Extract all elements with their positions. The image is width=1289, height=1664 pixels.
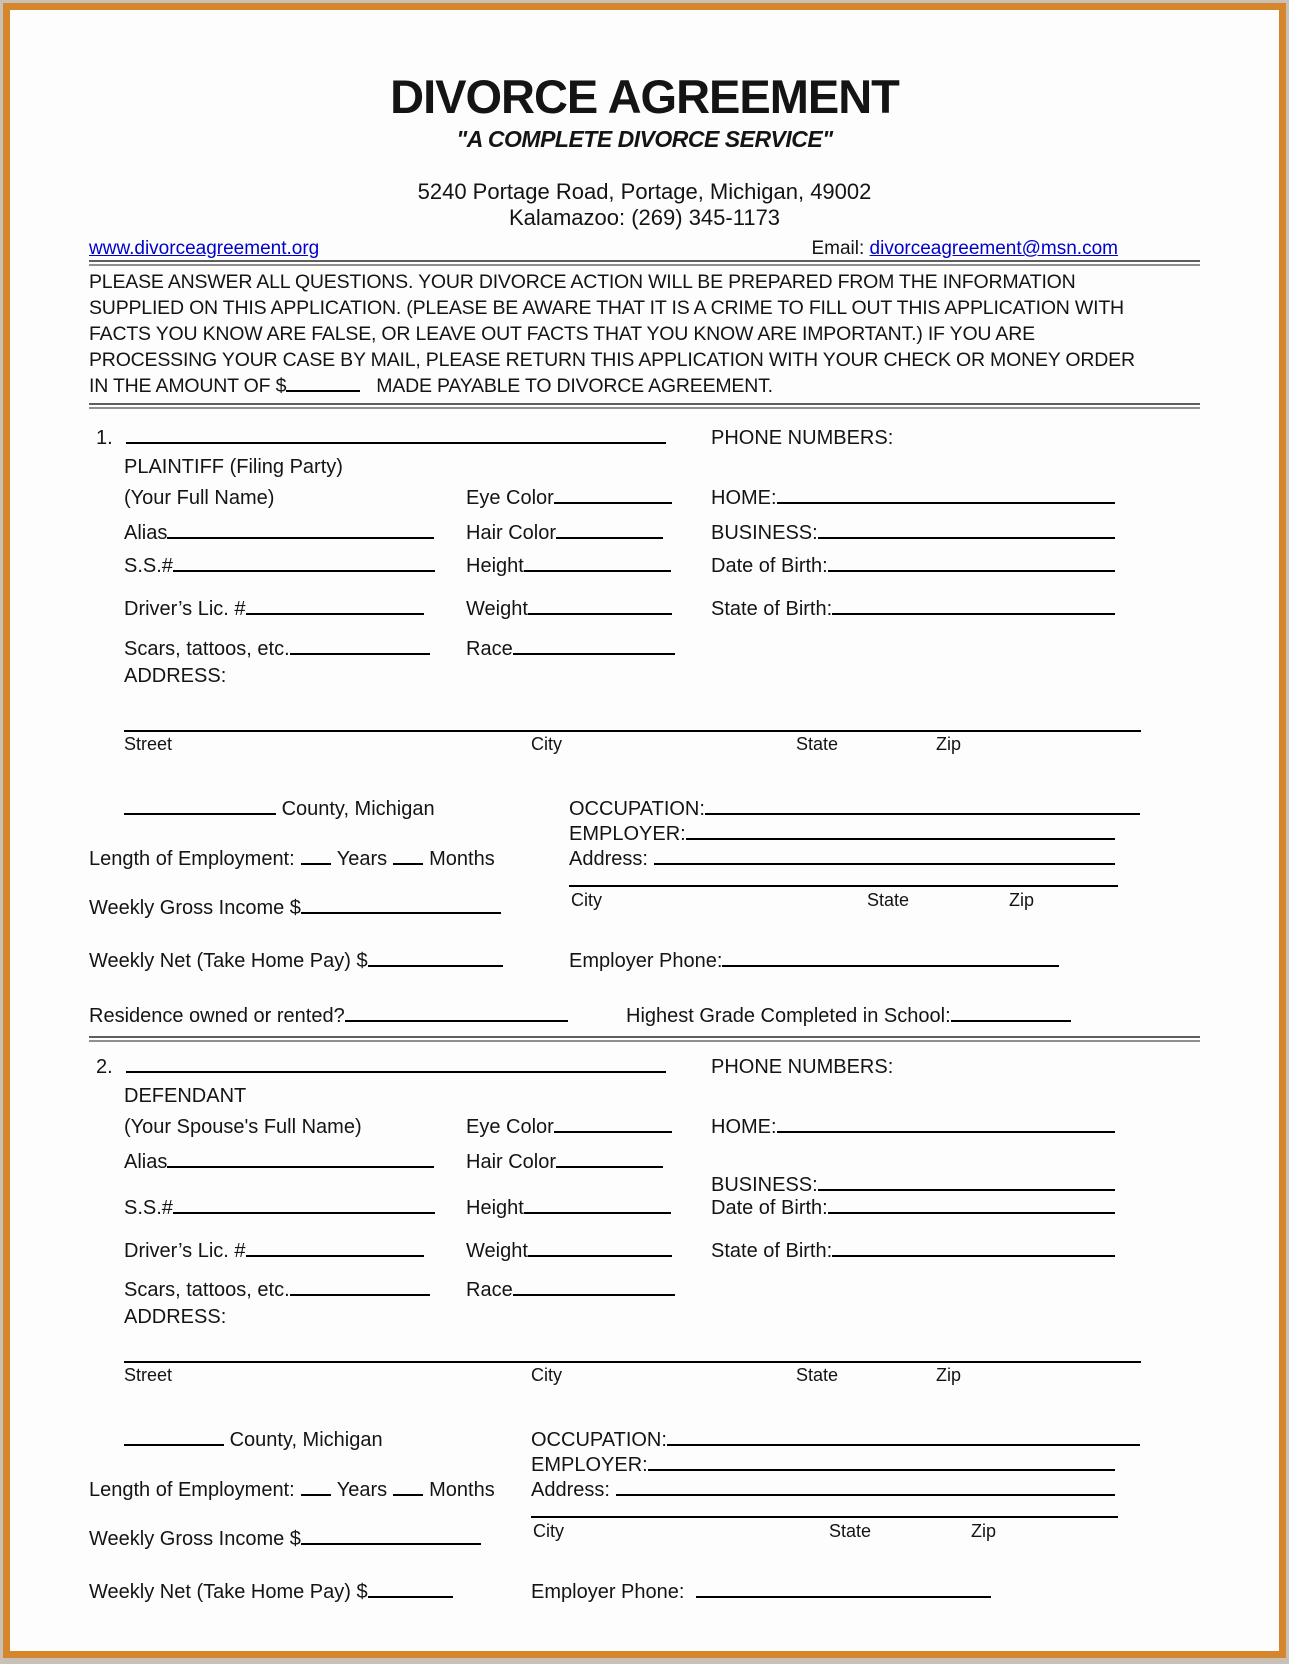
street-labels-row: [124, 1365, 1200, 1387]
hair-color-label: Hair Color: [466, 1151, 557, 1173]
height-blank: [524, 1199, 671, 1214]
divider: [89, 1036, 1200, 1042]
address-heading: ADDRESS:: [124, 665, 227, 687]
weekly-net-blank: [368, 1583, 453, 1598]
years-label: Years: [336, 848, 388, 870]
party-name-blank: [126, 1058, 666, 1073]
eye-color-blank: [554, 489, 672, 504]
employer-address2-blank: [531, 1514, 1118, 1518]
years-blank: [301, 1481, 331, 1496]
weekly-net-blank: [368, 952, 503, 967]
ssn-label: S.S.#: [124, 555, 173, 577]
employer-address-blank: [654, 850, 1116, 865]
company-phone: Kalamazoo: (269) 345-1173: [508, 205, 781, 230]
weekly-net-label: Weekly Net (Take Home Pay) $: [89, 1581, 368, 1603]
city-label: City: [531, 1365, 562, 1385]
employer-address-label: Address:: [531, 1479, 610, 1501]
occupation-label: OCCUPATION:: [569, 798, 705, 820]
scars-blank: [290, 1281, 430, 1296]
amount-blank: [286, 377, 360, 392]
months-blank: [393, 1481, 423, 1496]
name-hint: (Your Full Name): [124, 487, 275, 509]
employer-address2-blank: [569, 883, 1118, 887]
employer-state-label: State: [829, 1521, 872, 1541]
links-row: [89, 238, 1200, 260]
state-of-birth-blank: [832, 1242, 1115, 1257]
ssn-label: S.S.#: [124, 1197, 173, 1219]
page-subtitle: "A COMPLETE DIVORCE SERVICE": [456, 126, 833, 152]
instructions-text: PLEASE ANSWER ALL QUESTIONS. YOUR DIVORCE ACTION WILL BE PREPARED FROM THE INFORMATION SUPPLIED ON THIS APPLICATION. (PLEASE BE AWARE THAT IT IS A CRIME TO FILL OUT THIS APPLICATION WITH FACTS YOU KNOW ARE FALSE, OR LEAVE OUT FACTS THAT YOU KNOW ARE IMPORTANT.) IF YOU ARE PROCESSING YOUR CASE BY MAIL, PLEASE RETURN THIS APPLICATION WITH YOUR CHECK OR MONEY ORDER IN THE AMOUNT OF $: [89, 271, 1135, 397]
employer-zip-label: Zip: [971, 1521, 997, 1541]
employer-phone-label: Employer Phone:: [531, 1581, 685, 1603]
drivers-lic-label: Driver’s Lic. #: [124, 1240, 246, 1262]
email-link[interactable]: divorceagreement@msn.com: [869, 238, 1118, 259]
drivers-lic-label: Driver’s Lic. #: [124, 598, 246, 620]
employer-blank: [648, 1456, 1115, 1471]
race-blank: [513, 1281, 675, 1296]
email-label: Email:: [811, 238, 865, 259]
months-label: Months: [429, 1479, 495, 1501]
email-wrap: [811, 238, 1118, 260]
alias-label: Alias: [124, 522, 168, 544]
employer-phone-label: Employer Phone:: [569, 950, 723, 972]
document-page: [3, 3, 1286, 1658]
scars-label: Scars, tattoos, etc.: [124, 638, 290, 660]
eye-color-label: Eye Color: [466, 1116, 554, 1138]
section-defendant: [89, 1056, 1200, 1604]
party-name-blank: [126, 429, 666, 444]
state-of-birth-blank: [832, 600, 1115, 615]
months-blank: [393, 850, 423, 865]
city-label: City: [531, 734, 562, 754]
employer-zip-label: Zip: [1009, 890, 1035, 910]
height-label: Height: [466, 1197, 524, 1219]
business-phone-blank: [818, 524, 1115, 539]
weight-blank: [528, 600, 672, 615]
scars-label: Scars, tattoos, etc.: [124, 1279, 290, 1301]
years-blank: [301, 850, 331, 865]
business-phone-blank: [818, 1176, 1115, 1191]
weekly-gross-blank: [301, 1530, 481, 1545]
home-phone-label: HOME:: [711, 1116, 777, 1138]
county-label: County, Michigan: [229, 1429, 383, 1451]
street-label: Street: [124, 734, 173, 754]
employer-blank: [686, 825, 1115, 840]
divider: [89, 403, 1200, 409]
page-title: DIVORCE AGREEMENT: [390, 70, 899, 123]
weekly-gross-label: Weekly Gross Income $: [89, 897, 301, 919]
length-of-employment-label: Length of Employment:: [89, 848, 295, 870]
months-label: Months: [429, 848, 495, 870]
weight-label: Weight: [466, 598, 528, 620]
residence-blank: [345, 1007, 568, 1022]
date-of-birth-blank: [828, 1199, 1115, 1214]
company-address: 5240 Portage Road, Portage, Michigan, 49002: [417, 179, 872, 204]
years-label: Years: [336, 1479, 388, 1501]
date-of-birth-label: Date of Birth:: [711, 555, 828, 577]
employer-address-label: Address:: [569, 848, 648, 870]
occupation-blank: [667, 1431, 1140, 1446]
race-label: Race: [466, 1279, 513, 1301]
date-of-birth-blank: [828, 557, 1115, 572]
website-link[interactable]: www.divorceagreement.org: [89, 238, 320, 259]
highest-grade-label: Highest Grade Completed in School:: [626, 1005, 951, 1027]
phone-numbers-heading: PHONE NUMBERS:: [711, 427, 894, 449]
phone-numbers-heading: PHONE NUMBERS:: [711, 1056, 894, 1078]
race-label: Race: [466, 638, 513, 660]
county-blank: [124, 800, 276, 815]
section-number: 2.: [96, 1056, 113, 1078]
weight-blank: [528, 1242, 672, 1257]
weight-label: Weight: [466, 1240, 528, 1262]
instructions-paragraph: [89, 269, 1147, 399]
hair-color-blank: [556, 1153, 663, 1168]
employer-city-block: [569, 883, 1200, 912]
section-number: 1.: [96, 427, 113, 449]
zip-label: Zip: [936, 1365, 962, 1385]
street-address-blank: [124, 728, 1141, 732]
weekly-gross-label: Weekly Gross Income $: [89, 1528, 301, 1550]
street-labels-row: [124, 734, 1200, 756]
height-label: Height: [466, 555, 524, 577]
occupation-blank: [705, 800, 1140, 815]
county-label: County, Michigan: [281, 798, 435, 820]
divider: [89, 260, 1200, 266]
weekly-gross-blank: [301, 899, 501, 914]
state-of-birth-label: State of Birth:: [711, 598, 833, 620]
ssn-blank: [173, 557, 435, 572]
street-label: Street: [124, 1365, 173, 1385]
alias-blank: [167, 524, 434, 539]
section-plaintiff: [89, 427, 1200, 1028]
business-phone-label: BUSINESS:: [711, 522, 818, 544]
ssn-blank: [173, 1199, 435, 1214]
hair-color-blank: [556, 524, 663, 539]
state-label: State: [796, 734, 839, 754]
state-of-birth-label: State of Birth:: [711, 1240, 833, 1262]
home-phone-blank: [777, 1118, 1115, 1133]
home-phone-blank: [777, 489, 1115, 504]
drivers-lic-blank: [246, 600, 424, 615]
weekly-net-label: Weekly Net (Take Home Pay) $: [89, 950, 368, 972]
residence-label: Residence owned or rented?: [89, 1005, 345, 1027]
zip-label: Zip: [936, 734, 962, 754]
date-of-birth-label: Date of Birth:: [711, 1197, 828, 1219]
party-label: DEFENDANT: [124, 1085, 247, 1107]
eye-color-label: Eye Color: [466, 487, 554, 509]
home-phone-label: HOME:: [711, 487, 777, 509]
drivers-lic-blank: [246, 1242, 424, 1257]
hair-color-label: Hair Color: [466, 522, 557, 544]
length-of-employment-label: Length of Employment:: [89, 1479, 295, 1501]
highest-grade-blank: [951, 1007, 1071, 1022]
name-hint: (Your Spouse's Full Name): [124, 1116, 362, 1138]
employer-state-label: State: [867, 890, 910, 910]
alias-blank: [167, 1153, 434, 1168]
occupation-label: OCCUPATION:: [531, 1429, 667, 1451]
alias-label: Alias: [124, 1151, 168, 1173]
employer-city-label: City: [533, 1521, 564, 1541]
state-label: State: [796, 1365, 839, 1385]
scars-blank: [290, 640, 430, 655]
employer-city-block: [531, 1514, 1200, 1543]
height-blank: [524, 557, 671, 572]
employer-label: EMPLOYER:: [569, 823, 686, 845]
party-label: PLAINTIFF (Filing Party): [124, 456, 343, 478]
eye-color-blank: [554, 1118, 672, 1133]
employer-phone-blank: [696, 1583, 991, 1598]
business-phone-label: BUSINESS:: [711, 1174, 818, 1196]
race-blank: [513, 640, 675, 655]
street-address-blank: [124, 1359, 1141, 1363]
instructions-text-after: MADE PAYABLE TO DIVORCE AGREEMENT.: [376, 375, 773, 397]
county-blank: [124, 1431, 224, 1446]
employer-label: EMPLOYER:: [531, 1454, 648, 1476]
address-heading: ADDRESS:: [124, 1306, 227, 1328]
employer-city-label: City: [571, 890, 602, 910]
employer-phone-blank: [722, 952, 1059, 967]
employer-address-blank: [616, 1481, 1116, 1496]
